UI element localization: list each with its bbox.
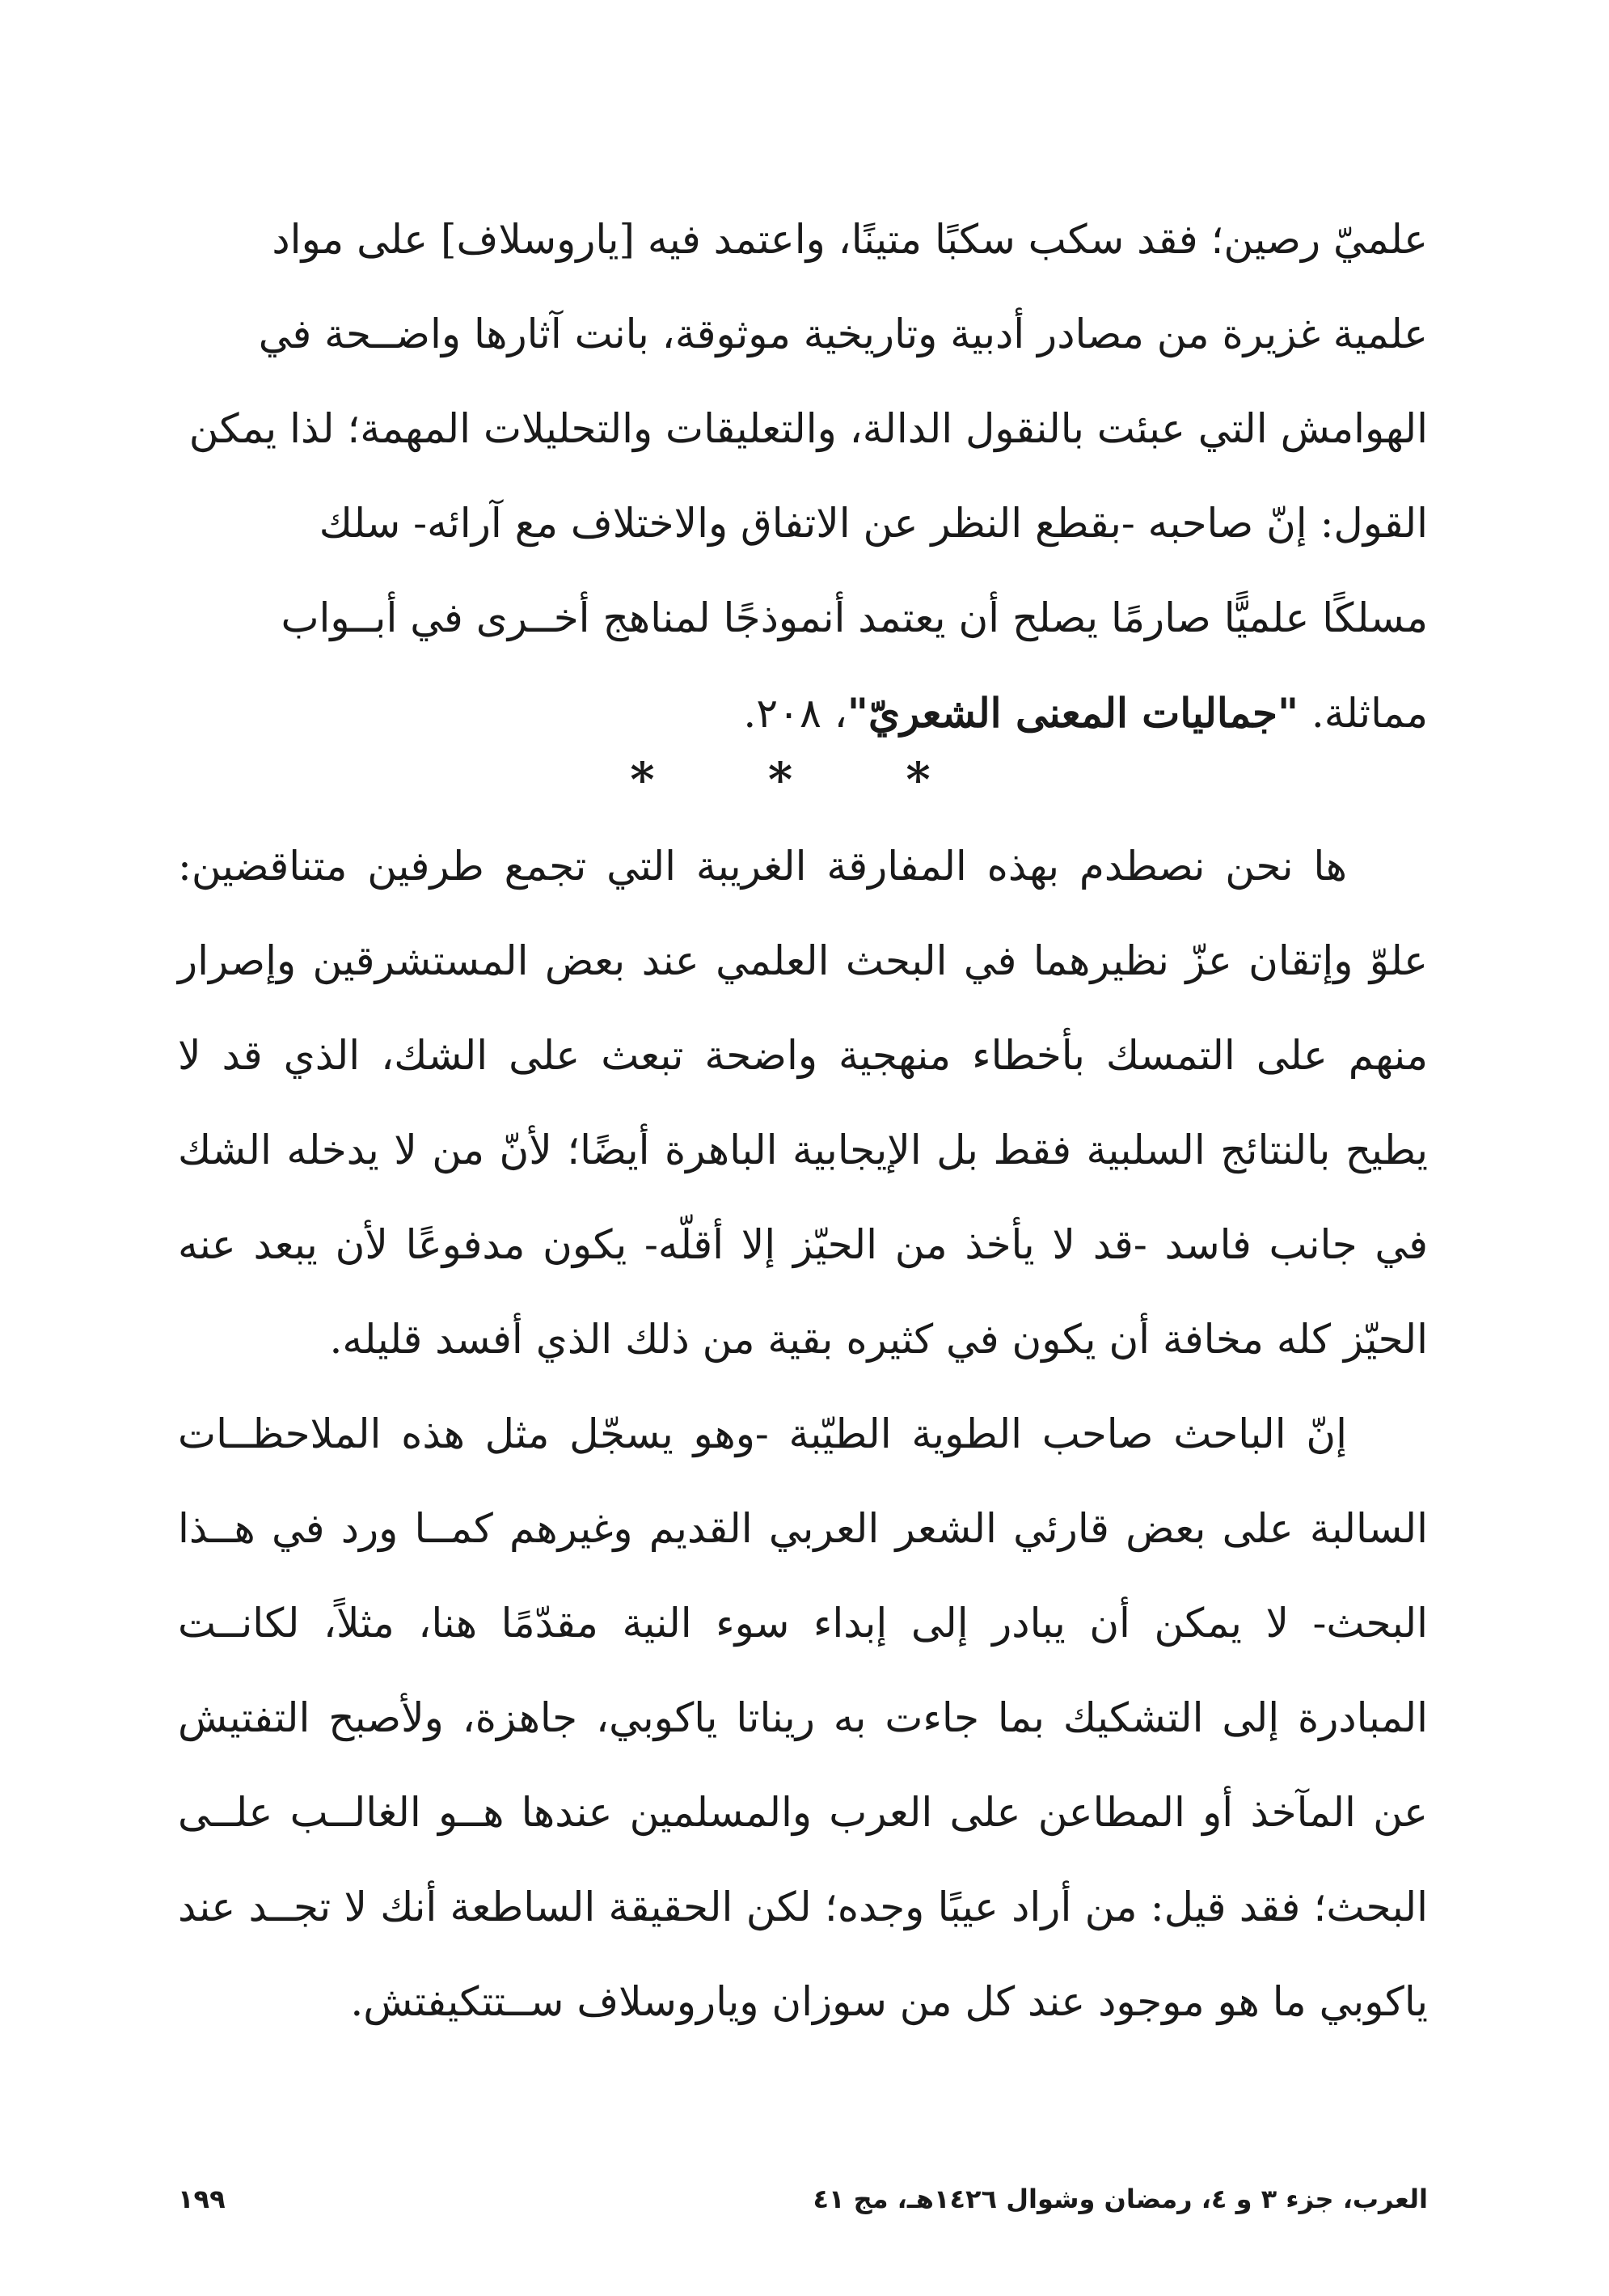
continued-paragraph: [178, 192, 1428, 761]
body-text: [178, 819, 1428, 2049]
section-separator: * * *: [630, 752, 979, 807]
line-text: مسلكًا علميًّا صارمًا يصلح أن يعتمد أنموذجًا لمناهج أخــرى في أبــواب: [281, 594, 1428, 641]
line-text: القول: إنّ صاحبه -بقطع النظر عن الاتفاق والاختلاف مع آرائه- سلك: [319, 500, 1428, 547]
page-number: ١٩٩: [178, 2184, 226, 2214]
text-line: [178, 476, 1428, 571]
text-line: [178, 192, 1428, 287]
text-line: [178, 666, 1428, 761]
text-line: [178, 382, 1428, 476]
page-footer: [178, 2184, 1428, 2232]
text-line: [178, 287, 1428, 382]
paragraph: ها نحن نصطدم بهذه المفارقة الغريبة التي تجمع طرفين متناقضين: علوّ وإتقان عزّ نظيرهما في البحث العلمي عند بعض المستشرقين وإصرار منهم على التمسك بأخطاء منهجية واضحة تبعث على الشك، الذي قد لا يطيح بالنتائج السلبية فقط بل الإيجابية الباهرة أيضًا؛ لأنّ من لا يدخله الشك في جانب فاسد -قد لا يأخذ من الحيّز إلا أقلّه- يكون مدفوعًا لأن يبعد عنه الحيّز كله مخافة أن يكون في كثيره بقية من ذلك الذي أفسد قليله.: [178, 843, 1428, 1363]
book-title-citation: "جماليات المعنى الشعريّ": [847, 689, 1299, 737]
line-text: الهوامش التي عبئت بالنقول الدالة، والتعليقات والتحليلات المهمة؛ لذا يمكن: [188, 405, 1428, 452]
page-reference: ، ٢٠٨.: [743, 690, 847, 737]
text-line: [178, 571, 1428, 666]
line-text: علمية غزيرة من مصادر أدبية وتاريخية موثوقة، بانت آثارها واضــحة في: [258, 311, 1428, 357]
journal-citation: العرب، جزء ٣ و ٤، رمضان وشوال ١٤٢٦هـ، مج ٤١: [813, 2184, 1428, 2214]
line-text: مماثلة.: [1299, 690, 1428, 737]
line-text: علميّ رصين؛ فقد سكب سكبًا متينًا، واعتمد فيه [ياروسلاف] على مواد: [272, 216, 1428, 263]
paragraph: إنّ الباحث صاحب الطوية الطيّبة -وهو يسجّل مثل هذه الملاحظــات السالبة على بعض قارئي الشعر العربي القديم وغيرهم كمــا ورد في هــذا البحث- لا يمكن أن يبادر إلى إبداء سوء النية مقدّمًا هنا، مثلاً، لكانــت المبادرة إلى التشكيك بما جاءت به ريناتا ياكوبي، جاهزة، ولأصبح التفتيش عن المآخذ أو المطاعن على العرب والمسلمين عندها هــو الغالــب علــى البحث؛ فقد قيل: من أراد عيبًا وجده؛ لكن الحقيقة الساطعة أنك لا تجــد عند ياكوبي ما هو موجود عند كل من سوزان وياروسلاف ســتتكيفتش.: [178, 1410, 1428, 2025]
